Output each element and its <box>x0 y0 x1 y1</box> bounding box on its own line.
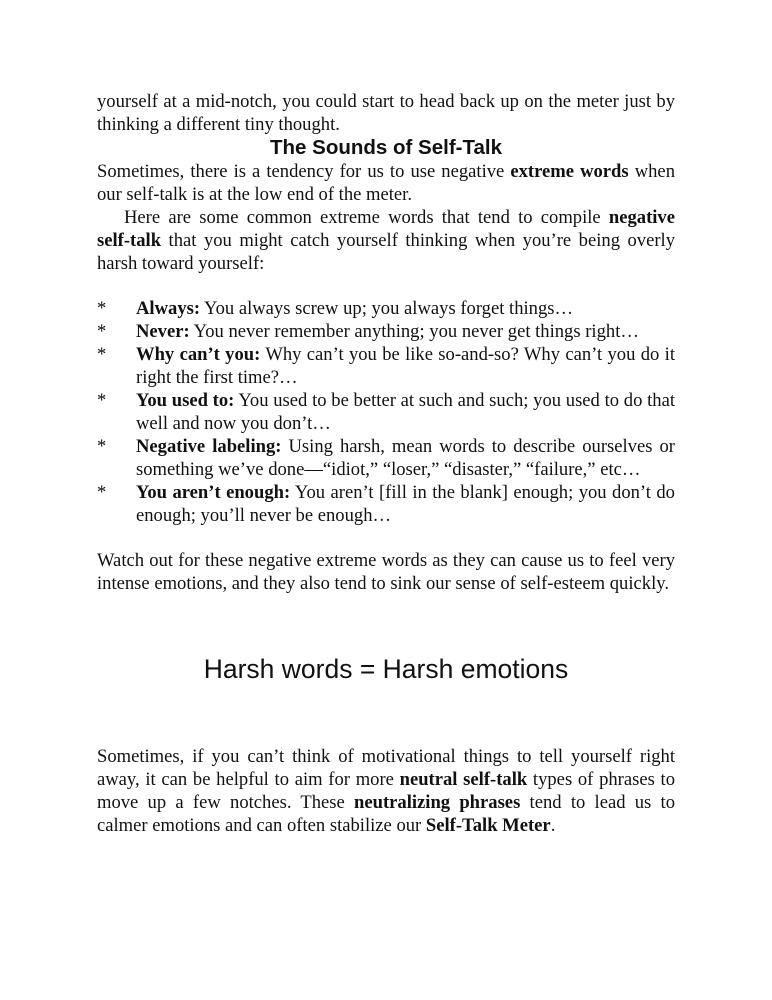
list-item <box>97 343 675 389</box>
document-page <box>97 90 675 837</box>
list-item <box>97 297 675 320</box>
list-item <box>97 435 675 481</box>
paragraph-text: tend to lead us to calmer emotions and can often stabilize our <box>97 792 675 836</box>
paragraph-watch-out: Watch out for these negative extreme words as they can cause us to feel very intense emotions, and they also tend to sink our sense of self-esteem quickly. <box>97 550 675 594</box>
paragraph-extreme-words <box>97 160 675 206</box>
list-item-term: Why can’t you: <box>136 344 261 365</box>
paragraph-text: Sometimes, if you can’t think of motivational things to tell yourself right away, it can be helpful to aim for more <box>97 746 675 790</box>
list-item-term: Never: <box>136 321 190 342</box>
bullet-marker: * <box>97 390 107 411</box>
bold-term: neutralizing phrases <box>354 792 521 813</box>
paragraph-text: Sometimes, there is a tendency for us to use negative <box>97 161 511 182</box>
bullet-marker: * <box>97 482 107 503</box>
list-item-text: You used to be better at such and such; you used to do that well and now you don’t… <box>136 390 675 434</box>
paragraph-text: Here are some common extreme words that tend to compile <box>124 207 609 228</box>
list-item-term: Negative labeling: <box>136 436 282 457</box>
paragraph-text: . <box>550 815 556 836</box>
bold-term: extreme words <box>510 161 629 182</box>
paragraph-text: that you might catch yourself thinking when you’re being overly harsh toward yourself: <box>97 230 675 274</box>
list-item-text: Using harsh, mean words to describe ourselves or something we’ve done—“idiot,” “loser,” “disaster,” “failure,” etc… <box>136 436 675 480</box>
bullet-marker: * <box>97 298 107 319</box>
paragraph-text: when our self-talk is at the low end of the meter. <box>97 161 675 205</box>
list-item-text: You never remember anything; you never get things right… <box>189 321 639 342</box>
bullet-marker: * <box>97 436 107 457</box>
list-item <box>97 389 675 435</box>
list-item-text: Why can’t you be like so-and-so? Why can’t you do it right the first time?… <box>136 344 675 388</box>
list-item-term: Always: <box>136 298 201 319</box>
list-item <box>97 320 675 343</box>
list-item <box>97 481 675 527</box>
bullet-marker: * <box>97 321 107 342</box>
harsh-words-heading: Harsh words = Harsh emotions <box>203 654 569 684</box>
list-item-term: You aren’t enough: <box>136 482 291 503</box>
section-heading: The Sounds of Self-Talk <box>270 136 502 159</box>
list-item-text: You always screw up; you always forget things… <box>200 298 574 319</box>
bold-term: neutral self-talk <box>399 769 528 790</box>
bullet-marker: * <box>97 344 107 365</box>
bold-term: negative self-talk <box>97 207 675 251</box>
intro-text: yourself at a mid-notch, you could start to head back up on the meter just by thinking a different tiny thought. <box>97 91 675 135</box>
list-item-text: You aren’t [fill in the blank] enough; you don’t do enough; you’ll never be enough… <box>136 482 675 526</box>
extreme-words-list <box>97 297 675 527</box>
paragraph-common-words <box>97 206 675 275</box>
list-item-term: You used to: <box>136 390 235 411</box>
paragraph-neutral-talk <box>97 745 675 837</box>
intro-paragraph <box>97 90 675 136</box>
bold-term: Self-Talk Meter <box>425 815 551 836</box>
paragraph-text: types of phrases to move up a few notches. These <box>97 769 676 813</box>
